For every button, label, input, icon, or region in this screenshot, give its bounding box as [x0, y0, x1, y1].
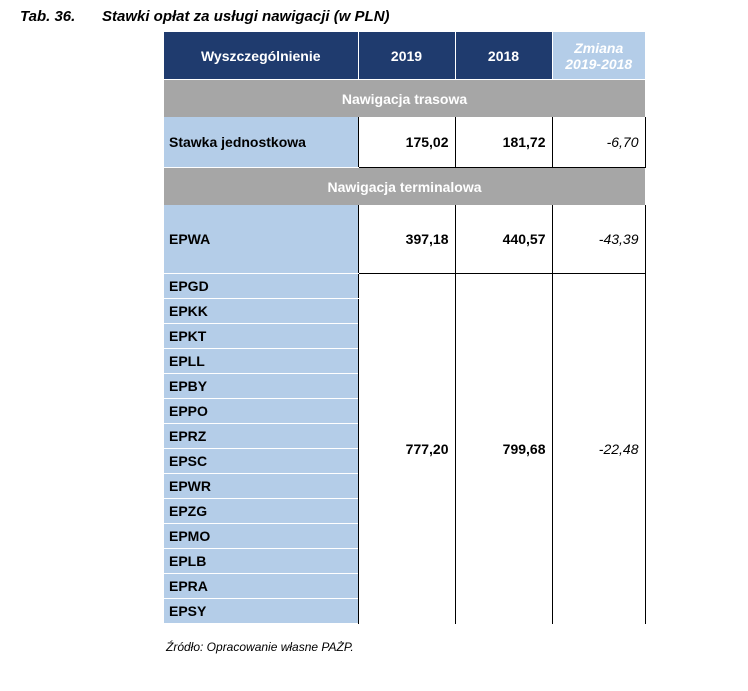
- row-label: Stawka jednostkowa: [164, 117, 358, 168]
- row-label: EPPO: [164, 399, 358, 424]
- header-change-line1: Zmiana: [574, 39, 624, 56]
- section-terminal: [164, 168, 645, 206]
- table-row: [164, 274, 645, 299]
- row-label: EPSC: [164, 449, 358, 474]
- header-change-line2: 2019-2018: [565, 55, 633, 72]
- table-title: Stawki opłat za usługi nawigacji (w PLN): [102, 8, 390, 25]
- header-description: Wyszczególnienie: [164, 32, 358, 80]
- table-number: Tab. 36.: [20, 8, 76, 25]
- header-row: [164, 32, 645, 80]
- value-2019: 777,20: [358, 274, 455, 624]
- header-2018: 2018: [455, 32, 552, 80]
- row-label: EPKT: [164, 324, 358, 349]
- row-label: EPBY: [164, 374, 358, 399]
- row-label: EPWR: [164, 474, 358, 499]
- table-row-route: [164, 117, 645, 168]
- value-2019: 397,18: [358, 205, 455, 274]
- row-label: EPLB: [164, 549, 358, 574]
- row-label: EPLL: [164, 349, 358, 374]
- value-change: -22,48: [552, 274, 645, 624]
- header-change: [552, 32, 645, 80]
- row-label: EPSY: [164, 599, 358, 624]
- row-label: EPZG: [164, 499, 358, 524]
- table-caption: [20, 8, 390, 25]
- value-change: -6,70: [552, 117, 645, 168]
- section-route: [164, 80, 645, 118]
- row-label: EPRZ: [164, 424, 358, 449]
- row-label: EPWA: [164, 205, 358, 274]
- value-2018: 440,57: [455, 205, 552, 274]
- row-label: EPKK: [164, 299, 358, 324]
- value-2019: 175,02: [358, 117, 455, 168]
- header-2019: 2019: [358, 32, 455, 80]
- navigation-fees-table: [164, 32, 646, 624]
- value-2018: 181,72: [455, 117, 552, 168]
- row-label: EPRA: [164, 574, 358, 599]
- source-note: Źródło: Opracowanie własne PAŻP.: [166, 640, 354, 654]
- table-row-epwa: [164, 205, 645, 274]
- section-route-label: Nawigacja trasowa: [164, 80, 645, 118]
- value-2018: 799,68: [455, 274, 552, 624]
- row-label: EPGD: [164, 274, 358, 299]
- row-label: EPMO: [164, 524, 358, 549]
- value-change: -43,39: [552, 205, 645, 274]
- section-terminal-label: Nawigacja terminalowa: [164, 168, 645, 206]
